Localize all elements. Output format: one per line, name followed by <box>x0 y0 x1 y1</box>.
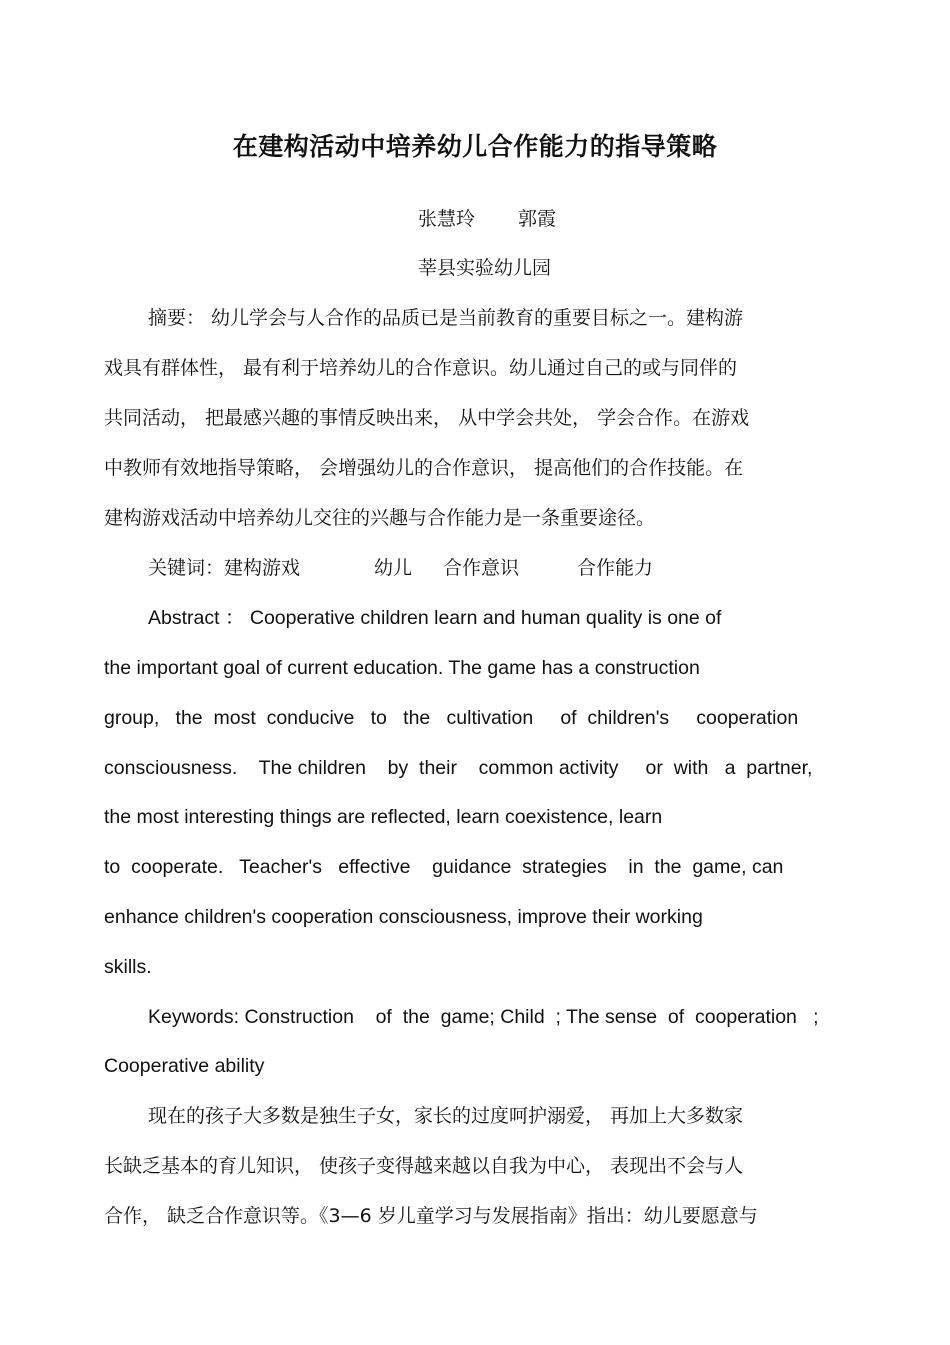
keyword-zh-item: 幼儿 <box>374 557 413 579</box>
abstract-zh-line: 戏具有群体性， 最有利于培养幼儿的合作意识。幼儿通过自己的或与同伴的 <box>104 357 738 379</box>
body-line: 长缺乏基本的育儿知识， 使孩子变得越来越以自我为中心， 表现出不会与人 <box>104 1155 744 1177</box>
abstract-en-line: enhance children's cooperation consciousness, improve their working <box>104 906 703 928</box>
author-name-1: 张慧玲 <box>418 208 476 230</box>
abstract-zh-line: 摘要： 幼儿学会与人合作的品质已是当前教育的重要目标之一。建构游 <box>148 307 744 329</box>
keywords-en-line: Cooperative ability <box>104 1055 265 1077</box>
abstract-en-line: Abstract ： Cooperative children learn and human quality is one of <box>148 607 722 629</box>
abstract-zh-line: 共同活动， 把最感兴趣的事情反映出来， 从中学会共处， 学会合作。在游戏 <box>104 407 750 429</box>
abstract-en-line: the important goal of current education. The game has a construction <box>104 657 700 679</box>
abstract-en-line: group, the most conducive to the cultivation of children's cooperation <box>104 707 799 729</box>
abstract-zh-line: 建构游戏活动中培养幼儿交往的兴趣与合作能力是一条重要途径。 <box>104 507 656 529</box>
paper-title: 在建构活动中培养幼儿合作能力的指导策略 <box>232 132 718 161</box>
keyword-zh-item: 合作意识 <box>443 557 520 579</box>
body-line: 现在的孩子大多数是独生子女，家长的过度呵护溺爱， 再加上大多数家 <box>148 1105 744 1127</box>
keyword-zh-item: 合作能力 <box>577 557 654 579</box>
keywords-zh-label: 关键词：建构游戏 <box>148 557 301 579</box>
abstract-en-line: skills. <box>104 956 152 978</box>
abstract-en-line: to cooperate. Teacher's effective guidance strategies in the game, can <box>104 856 784 878</box>
abstract-zh-line: 中教师有效地指导策略， 会增强幼儿的合作意识， 提高他们的合作技能。在 <box>104 457 744 479</box>
author-affiliation: 莘县实验幼儿园 <box>418 257 552 279</box>
body-line: 合作， 缺乏合作意识等。《3—6 岁儿童学习与发展指南》指出：幼儿要愿意与 <box>104 1205 758 1227</box>
author-name-2: 郭霞 <box>518 208 557 230</box>
keywords-en-line: Keywords: Construction of the game; Child ; The sense of cooperation ; <box>148 1006 819 1028</box>
abstract-en-line: consciousness. The children by their common activity or with a partner, <box>104 757 813 779</box>
abstract-en-line: the most interesting things are reflected, learn coexistence, learn <box>104 806 663 828</box>
